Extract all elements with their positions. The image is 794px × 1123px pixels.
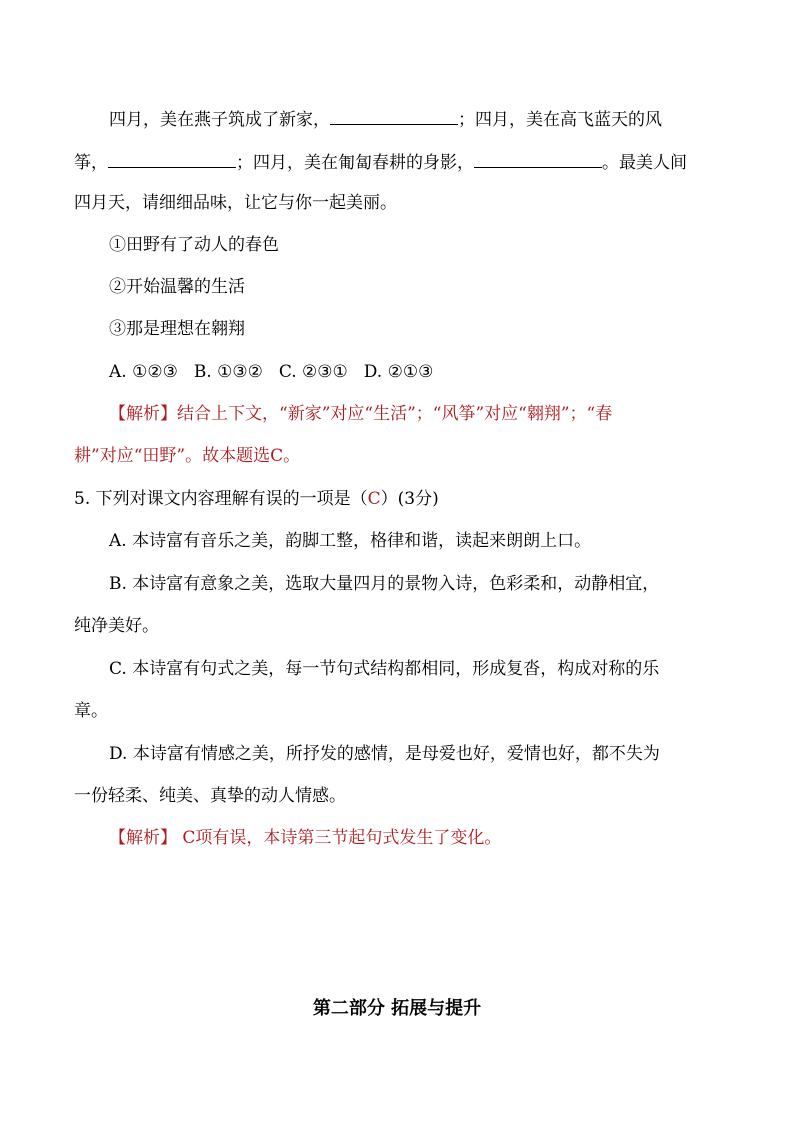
q5-option-d-line-2: 一份轻柔、纯美、真挚的动人情感。: [74, 786, 346, 806]
q5-prefix: 5. 下列对课文内容理解有误的一项是（: [74, 489, 368, 509]
option-c: C. ②③①: [278, 362, 348, 382]
q5-stem: [74, 487, 439, 511]
q4-options: [109, 360, 433, 384]
q5-option-a: A. 本诗富有音乐之美，韵脚工整，格律和谐，读起来朗朗上口。: [109, 531, 592, 551]
fill-blank-3: [474, 149, 602, 168]
option-a: A. ①②③: [109, 362, 178, 382]
fill-blank-1: [330, 106, 458, 125]
passage-text: ；四月，美在高飞蓝天的风: [458, 110, 662, 130]
passage-line-2: [74, 149, 687, 175]
list-item: ③那是理想在翱翔: [109, 319, 245, 339]
passage-text: 四月，美在燕子筑成了新家，: [109, 110, 330, 130]
q4-analysis-line-2: 耕”对应“田野”。故本题选C。: [74, 446, 301, 466]
q5-analysis: 【解析】 C项有误，本诗第三节起句式发生了变化。: [109, 828, 502, 848]
passage-text: ；四月，美在匍匐春耕的身影，: [236, 153, 474, 173]
list-item: ②开始温馨的生活: [109, 277, 245, 297]
fill-blank-2: [108, 149, 236, 168]
list-item: ①田野有了动人的春色: [109, 235, 279, 255]
q5-suffix: ）(3分): [380, 489, 439, 509]
passage-line-1: [109, 106, 662, 132]
passage-text: 筝，: [74, 153, 108, 173]
q5-option-b-line-2: 纯净美好。: [74, 616, 159, 636]
q4-analysis-line-1: 【解析】结合上下文，“新家”对应“生活”；“风筝”对应“翱翔”；“春: [109, 404, 613, 424]
q5-option-d-line-1: D. 本诗富有情感之美，所抒发的感情，是母爱也好，爱情也好，都不失为: [109, 744, 660, 764]
q5-option-c-line-1: C. 本诗富有句式之美，每一节句式结构都相同，形成复沓，构成对称的乐: [109, 659, 660, 679]
option-b: B. ①③②: [193, 362, 263, 382]
section-title: 第二部分 拓展与提升: [312, 998, 482, 1019]
q5-answer: C: [367, 489, 381, 509]
passage-text: 。最美人间: [602, 153, 687, 173]
option-d: D. ②①③: [363, 362, 434, 382]
q5-option-b-line-1: B. 本诗富有意象之美，选取大量四月的景物入诗，色彩柔和，动静相宜，: [109, 574, 660, 594]
q5-option-c-line-2: 章。: [74, 701, 108, 721]
passage-line-3: 四月天，请细细品味，让它与你一起美丽。: [74, 193, 397, 213]
